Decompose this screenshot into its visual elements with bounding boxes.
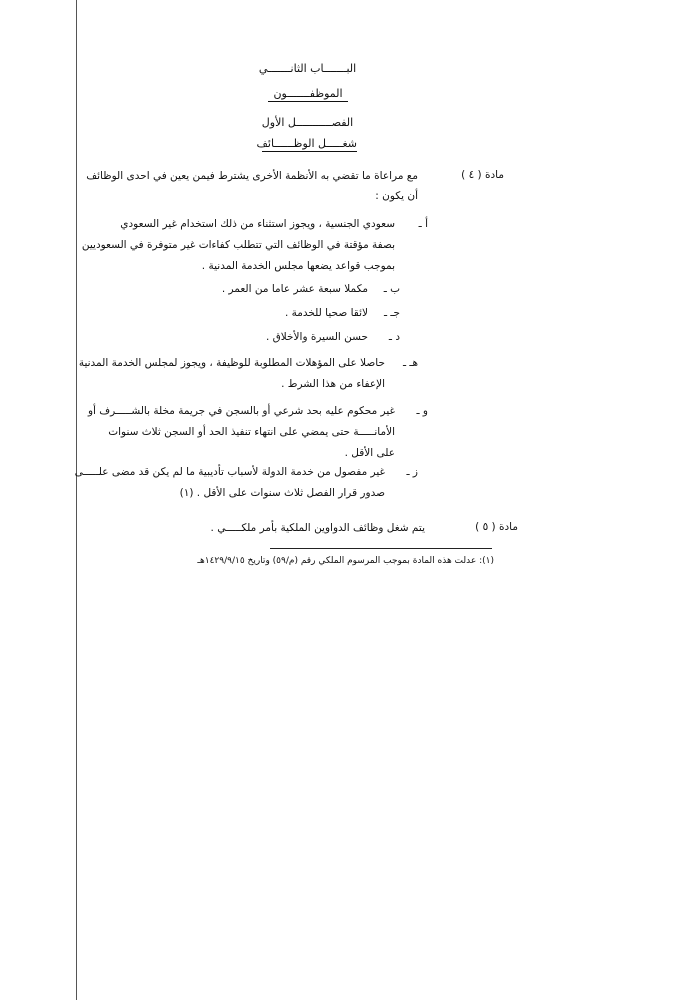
chapter-heading: البـــــــاب الثانـــــــي <box>258 62 357 75</box>
section-heading: الفصـــــــــــل الأول <box>261 116 354 129</box>
chapter-title: الموظفـــــــون <box>268 87 348 102</box>
item-line: حاصلا على المؤهلات المطلوبة للوظيفة ، ويجوز لمجلس الخدمة المدنية <box>78 357 385 369</box>
article-5-label: مادة ( ٥ ) <box>475 521 518 533</box>
item-marker: ز ـ <box>406 466 418 478</box>
item-line: على الأقل . <box>344 447 395 459</box>
item-marker: و ـ <box>416 405 428 417</box>
item-marker: جـ ـ <box>384 307 400 319</box>
section-title: شغـــــل الوظــــــائف <box>256 137 357 150</box>
footnote-divider <box>270 548 492 549</box>
item-line: مكملا سبعة عشر عاما من العمر . <box>221 283 368 295</box>
left-margin-line <box>76 0 77 1000</box>
item-line: صدور قرار الفصل ثلاث سنوات على الأقل . (١) <box>179 487 385 499</box>
item-marker: د ـ <box>388 331 400 343</box>
item-line: الأمانـــــة حتى يمضي على انتهاء تنفيذ الحد أو السجن ثلاث سنوات <box>108 426 395 438</box>
item-line: غير مفصول من خدمة الدولة لأسباب تأديبية ما لم يكن قد مضى علـــــى <box>74 466 385 478</box>
item-line: سعودي الجنسية ، ويجوز استثناء من ذلك استخدام غير السعودي <box>120 218 395 230</box>
item-line: حسن السيرة والأخلاق . <box>265 331 368 343</box>
item-line: بموجب قواعد يضعها مجلس الخدمة المدنية . <box>201 260 395 272</box>
item-marker: هـ ـ <box>402 357 418 369</box>
item-marker: ب ـ <box>383 283 400 295</box>
item-line: بصفة مؤقتة في الوظائف التي تتطلب كفاءات غير متوفرة في السعوديين <box>81 239 395 251</box>
article-5-text: يتم شغل وظائف الدواوين الملكية بأمر ملكـــــي . <box>210 522 425 534</box>
item-line: غير محكوم عليه بحد شرعي أو بالسجن في جريمة مخلة بالشـــــرف أو <box>87 405 395 417</box>
item-line: لائقا صحيا للخدمة . <box>284 307 368 319</box>
article-4-intro-line: مع مراعاة ما تقضي به الأنظمة الأخرى يشترط فيمن يعين في احدى الوظائف <box>86 170 418 182</box>
article-4-intro-line: أن يكون : <box>375 190 418 202</box>
article-4-label: مادة ( ٤ ) <box>461 169 504 181</box>
item-marker: أ ـ <box>418 218 428 230</box>
item-line: الإعفاء من هذا الشرط . <box>281 378 385 390</box>
footnote-text: (١): عدلت هذه المادة بموجب المرسوم الملكي رقم (م/٥٩) وتاريخ ١٤٢٩/٩/١٥هـ <box>197 556 494 566</box>
